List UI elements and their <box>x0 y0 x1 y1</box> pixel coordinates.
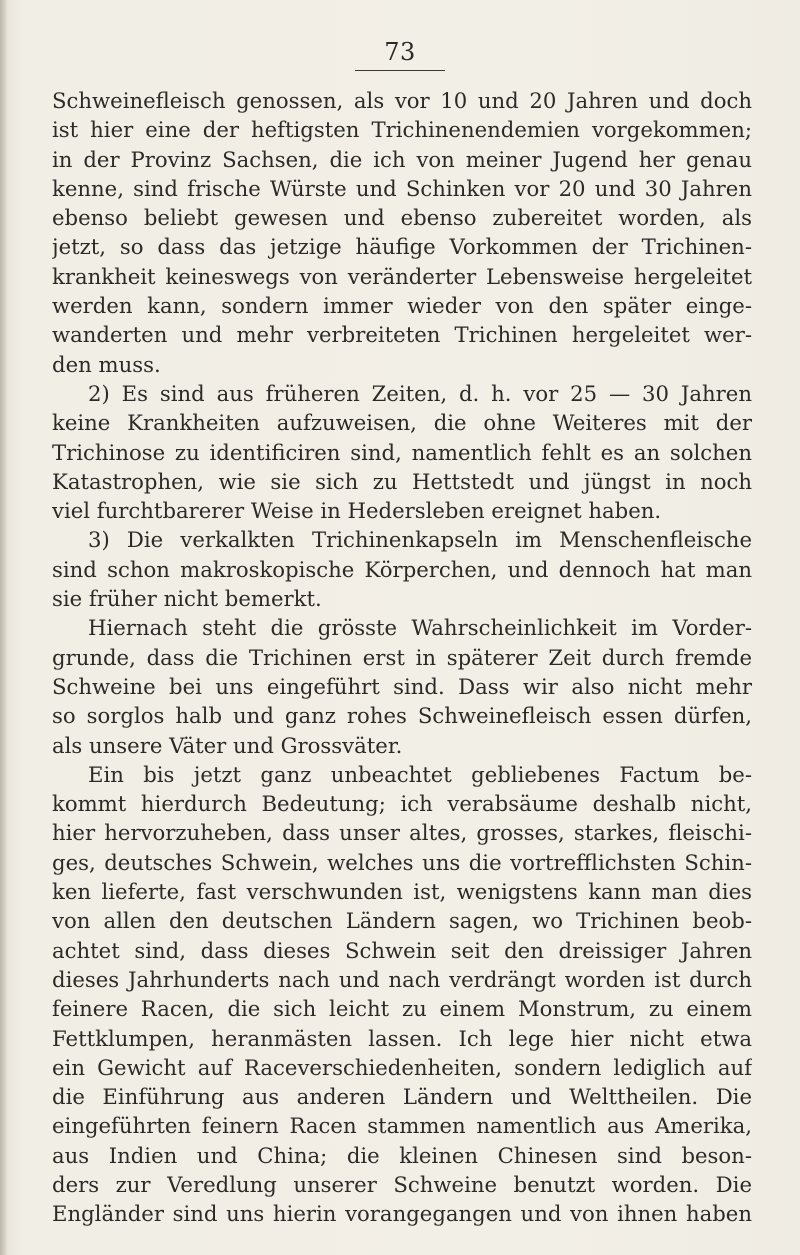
text-line: Engländer sind uns hierin vorangegangen und von ihnen haben <box>52 1201 752 1227</box>
text-line: so sorglos halb und ganz rohes Schweinefleisch essen dürfen, <box>52 703 752 729</box>
text-line: grunde, dass die Trichinen erst in späterer Zeit durch fremde <box>52 644 752 670</box>
text-line: feinere Racen, die sich leicht zu einem Monstrum, zu einem <box>52 996 752 1022</box>
text-line: die Einführung aus anderen Ländern und Welttheilen. Die <box>52 1084 752 1110</box>
text-line: 3) Die verkalkten Trichinenkapseln im Menschenfleische <box>88 527 752 553</box>
text-line: werden kann, sondern immer wieder von den später einge- <box>52 293 752 319</box>
text-line: sie früher nicht bemerkt. <box>52 586 322 612</box>
page-gutter-shadow <box>0 0 8 1255</box>
text-line: Fettklumpen, heranmästen lassen. Ich lege hier nicht etwa <box>52 1025 752 1051</box>
text-line: ken lieferte, fast verschwunden ist, wenigstens kann man dies <box>52 879 752 905</box>
text-line: aus Indien und China; die kleinen Chinesen sind beson- <box>52 1142 752 1168</box>
body-text <box>52 86 752 1229</box>
text-line: ein Gewicht auf Raceverschiedenheiten, sondern lediglich auf <box>52 1054 752 1080</box>
text-line: keine Krankheiten aufzuweisen, die ohne Weiteres mit der <box>52 410 752 436</box>
page-number-rule <box>355 70 445 71</box>
text-line: achtet sind, dass dieses Schwein seit den dreissiger Jahren <box>52 937 752 963</box>
text-line: ebenso beliebt gewesen und ebenso zubereitet worden, als <box>52 205 752 231</box>
text-line: eingeführten feinern Racen stammen namentlich aus Amerika, <box>52 1113 752 1139</box>
page-number: 73 <box>384 38 416 66</box>
text-line: dieses Jahrhunderts nach und nach verdrängt worden ist durch <box>52 966 752 992</box>
text-line: 2) Es sind aus früheren Zeiten, d. h. vor 25 — 30 Jahren <box>88 380 752 406</box>
text-line: von allen den deutschen Ländern sagen, wo Trichinen beob- <box>52 908 752 934</box>
text-line: als unsere Väter und Grossväter. <box>52 732 403 758</box>
text-line: krankheit keineswegs von veränderter Lebensweise hergeleitet <box>52 263 752 289</box>
text-line: Trichinose zu identificiren sind, namentlich fehlt es an solchen <box>52 439 752 465</box>
text-line: kommt hierdurch Bedeutung; ich verabsäume deshalb nicht, <box>52 791 752 817</box>
text-line: ders zur Veredlung unserer Schweine benutzt worden. Die <box>52 1171 752 1197</box>
text-line: Hiernach steht die grösste Wahrscheinlichkeit im Vorder- <box>88 615 752 641</box>
text-line: kenne, sind frische Würste und Schinken vor 20 und 30 Jahren <box>52 175 752 201</box>
text-line: viel furchtbarerer Weise in Hedersleben ereignet haben. <box>52 498 662 524</box>
text-line: jetzt, so dass das jetzige häufige Vorkommen der Trichinen- <box>52 234 752 260</box>
text-line: ist hier eine der heftigsten Trichinenendemien vorgekommen; <box>52 117 752 143</box>
text-line: Ein bis jetzt ganz unbeachtet gebliebenes Factum be- <box>88 761 752 787</box>
text-line: wanderten und mehr verbreiteten Trichinen hergeleitet wer- <box>52 322 752 348</box>
text-line: sind schon makroskopische Körperchen, und dennoch hat man <box>52 556 752 582</box>
text-line: hier hervorzuheben, dass unser altes, grosses, starkes, fleischi- <box>52 820 752 846</box>
text-line: Schweinefleisch genossen, als vor 10 und 20 Jahren und doch <box>52 88 752 113</box>
text-line: ges, deutsches Schwein, welches uns die vortrefflichsten Schin- <box>52 849 752 875</box>
text-line: Schweine bei uns eingeführt sind. Dass wir also nicht mehr <box>52 673 752 699</box>
text-line: in der Provinz Sachsen, die ich von meiner Jugend her genau <box>52 146 752 172</box>
text-line: den muss. <box>52 351 161 377</box>
text-line: Katastrophen, wie sie sich zu Hettstedt und jüngst in noch <box>52 468 752 494</box>
